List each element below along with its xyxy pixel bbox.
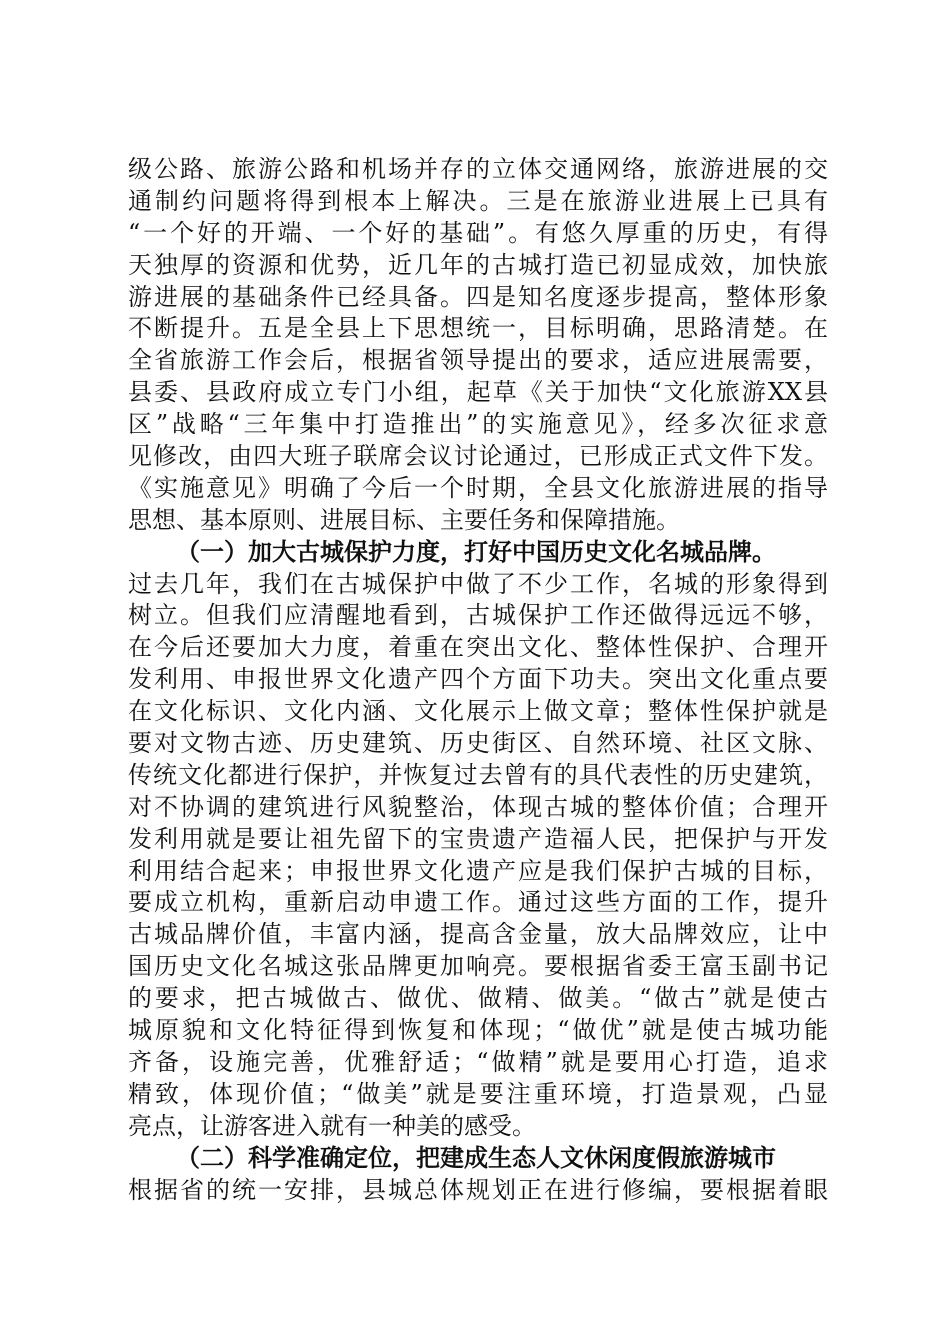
body-text-line: 传统文化都进行保护，并恢复过去曾有的具代表性的历史建筑， <box>128 760 828 789</box>
body-text-line: 的要求，把古城做古、做优、做精、做美。“做古”就是使古 <box>128 984 828 1013</box>
body-text-line: 级公路、旅游公路和机场并存的立体交通网络，旅游进展的交 <box>128 155 828 183</box>
section-heading-2: （二）科学准确定位，把建成生态人文休闲度假旅游城市 <box>176 1143 776 1172</box>
body-text-line: 古城品牌价值，丰富内涵，提高含金量，放大品牌效应，让中 <box>128 920 828 949</box>
body-text-line: 县委、县政府成立专门小组，起草《关于加快“文化旅游XX县 <box>128 378 828 407</box>
body-text-line: 天独厚的资源和优势，近几年的古城打造已初显成效，加快旅 <box>128 250 828 279</box>
body-text-line: 在文化标识、文化内涵、文化展示上做文章；整体性保护就是 <box>128 697 828 726</box>
body-text-line: 区”战略“三年集中打造推出”的实施意见》，经多次征求意 <box>128 410 828 439</box>
body-text-line: 根据省的统一安排，县城总体规划正在进行修编，要根据着眼 <box>128 1175 828 1204</box>
body-text-line: 发利用就是要让祖先留下的宝贵遗产造福人民，把保护与开发 <box>128 824 828 853</box>
body-text-line: 利用结合起来；申报世界文化遗产应是我们保护古城的目标， <box>128 856 828 885</box>
body-text-line: 见修改，由四大班子联席会议讨论通过，已形成正式文件下发。 <box>128 442 828 471</box>
body-text-line: 齐备，设施完善，优雅舒适；“做精”就是要用心打造，追求 <box>128 1047 828 1076</box>
body-text-line: 《实施意见》明确了今后一个时期，全县文化旅游进展的指导 <box>128 473 828 502</box>
document-page <box>128 154 828 1206</box>
body-text-line: 精致，体现价值；“做美”就是要注重环境，打造景观，凸显 <box>128 1079 828 1108</box>
section-heading-1: （一）加大古城保护力度，打好中国历史文化名城品牌。 <box>176 537 776 566</box>
body-text-line: 游进展的基础条件已经具备。四是知名度逐步提高，整体形象 <box>128 282 828 311</box>
body-text-line: 不断提升。五是全县上下思想统一，目标明确，思路清楚。在 <box>128 314 828 343</box>
body-text-line: 对不协调的建筑进行风貌整治，体现古城的整体价值；合理开 <box>128 792 828 821</box>
body-text-line: 亮点，让游客进入就有一种美的感受。 <box>128 1111 536 1140</box>
body-text-line: 通制约问题将得到根本上解决。三是在旅游业进展上已具有 <box>128 186 828 215</box>
body-text-line: 城原貌和文化特征得到恢复和体现；“做优”就是使古城功能 <box>128 1016 828 1045</box>
body-text-line: 要对文物古迹、历史建筑、历史街区、自然环境、社区文脉、 <box>128 729 828 758</box>
body-text-line: 要成立机构，重新启动申遗工作。通过这些方面的工作，提升 <box>128 888 828 917</box>
body-text-line: “一个好的开端、一个好的基础”。有悠久厚重的历史，有得 <box>128 218 828 247</box>
body-text-line: 思想、基本原则、进展目标、主要任务和保障措施。 <box>128 505 680 534</box>
body-text-line: 过去几年，我们在古城保护中做了不少工作，名城的形象得到 <box>128 569 828 598</box>
body-text-line: 国历史文化名城这张品牌更加响亮。要根据省委王富玉副书记 <box>128 952 828 981</box>
body-text-line: 树立。但我们应清醒地看到，古城保护工作还做得远远不够， <box>128 601 828 630</box>
body-text-line: 在今后还要加大力度，着重在突出文化、整体性保护、合理开 <box>128 633 828 662</box>
body-text-line: 发利用、申报世界文化遗产四个方面下功夫。突出文化重点要 <box>128 665 828 694</box>
body-text-line: 全省旅游工作会后，根据省领导提出的要求，适应进展需要， <box>128 346 828 375</box>
